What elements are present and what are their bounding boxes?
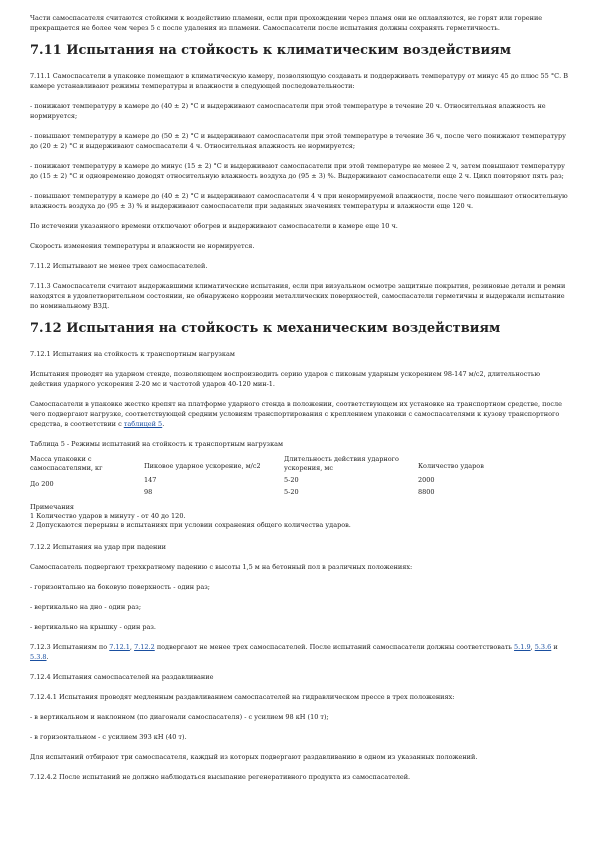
mode-step-3: - понижают температуру в камере до минус (15 ± 2) °С и выдерживают самоспасатели при этой температуре не менее 2 ч, затем повышают температуру до (15 ± 2) °С и одновременно доводят относительную влажность воздуха до (95 ± 3) %. Выдерживают самоспасатели еще 2 ч. Цикл повторяют пять раз; xyxy=(30,162,565,180)
mounting-text: Самоспасатели в упаковке жестко крепят на платформе ударного стенда в положении, соответствующем их установке на транспортном средстве, после чего подвергают нагрузке, соответствующей средним условиям транспортирования с креплением упаковки с самоспасателями к кузову транспортного средства, в соответствии с xyxy=(30,400,563,428)
link-7-12-1[interactable]: 7.12.1 xyxy=(109,643,130,651)
paragraph-7-11-2: 7.11.2 Испытывают не менее трех самоспасателей. xyxy=(30,262,208,270)
drop-position-3: - вертикально на крышку - один раз. xyxy=(30,623,156,631)
paragraph-7-12-4-2: 7.12.4.2 После испытаний не должно наблюдаться высыпание регенеративного продукта из самоспасателей. xyxy=(30,773,411,781)
mode-step-1: - понижают температуру в камере до (40 ± 2) °С и выдерживают самоспасатели при этой температуре в течение 20 ч. Относительная влажность не нормируется; xyxy=(30,102,546,120)
link-5-3-8[interactable]: 5.3.8 xyxy=(30,653,47,661)
shock-test-paragraph: Испытания проводят на ударном стенде, позволяющем воспроизводить серию ударов с пиковым ударным ускорением 98-147 м/с2, длительностью действия ударного ускорения 2-20 мс и частотой ударов 40-120 мин-1. xyxy=(30,370,541,388)
header-mass: Масса упаковки с самоспасателями, кг xyxy=(30,455,103,472)
mode-step-2: - повышают температуру в камере до (50 ± 2) °С и выдерживают самоспасатели при этой температуре в течение 36 ч, после чего понижают температуру до (20 ± 2) °С и выдерживают самоспасатели 4 ч. Относительная влажность не нормируется; xyxy=(30,132,566,150)
paragraph-7-12-4: 7.12.4 Испытания самоспасателей на раздавливание xyxy=(30,673,214,681)
notes-title: Примечания xyxy=(30,503,75,511)
table-row xyxy=(30,473,532,485)
mounting-text-end: . xyxy=(162,420,165,428)
link-5-3-6[interactable]: 5.3.6 xyxy=(534,643,552,651)
note-2: 2 Допускаются перерывы в испытаниях при условии сохранения общего количества ударов. xyxy=(30,521,351,529)
p-7-12-3-middle: подвергают не менее трех самоспасателей. После испытаний самоспасатели должны соответствовать xyxy=(154,643,515,651)
cooling-paragraph: По истечении указанного времени отключают обогрев и выдерживают самоспасатели в камере еще 10 ч. xyxy=(30,222,398,230)
mounting-paragraph xyxy=(30,399,570,429)
rate-paragraph: Скорость изменения температуры и влажности не нормируется. xyxy=(30,242,255,250)
crush-position-2: - в горизонтальном - с усилием 393 кН (40 т). xyxy=(30,733,187,741)
test-modes-table xyxy=(30,455,532,497)
separator-text: и xyxy=(551,643,558,651)
paragraph-7-12-2: 7.12.2 Испытания на удар при падении xyxy=(30,543,167,551)
cell-count: 8800 xyxy=(418,488,435,496)
link-5-1-9[interactable]: 5.1.9 xyxy=(514,643,531,651)
crush-sample-paragraph: Для испытаний отбирают три самоспасателя, каждый из которых подвергают раздавливанию в одном из указанных положений. xyxy=(30,753,478,761)
cell-mass: До 200 xyxy=(30,480,54,488)
paragraph-7-11-3: 7.11.3 Самоспасатели считают выдержавшими климатические испытания, если при визуальном осмотре защитные покрытия, резиновые детали и ремни находятся в удовлетворительном состоянии, не обнаружено коррозии металлических поверхностей, самоспасатели герметичны и выдержали испытание по номинальному ВЗД. xyxy=(30,282,566,310)
cell-acceleration: 98 xyxy=(144,488,153,496)
cell-duration: 5-20 xyxy=(284,488,299,496)
header-acceleration: Пиковое ударное ускорение, м/с2 xyxy=(144,462,261,470)
p-7-12-3-prefix: 7.12.3 Испытаниям по xyxy=(30,643,110,651)
cell-acceleration: 147 xyxy=(144,476,157,484)
cell-count: 2000 xyxy=(418,476,435,484)
table-5-link[interactable]: таблицей 5 xyxy=(123,420,163,428)
paragraph-7-12-1: 7.12.1 Испытания на стойкость к транспортным нагрузкам xyxy=(30,350,235,358)
drop-position-2: - вертикально на дно - один раз; xyxy=(30,603,142,611)
separator-text: , xyxy=(530,643,535,651)
intro-paragraph: Части самоспасателя считаются стойкими к воздействию пламени, если при прохождении через пламя они не оплавляются, не горят или горение прекращается не более чем через 5 с после удаления из пламени. Самоспасатели после испытания должны сохранять герметичность. xyxy=(30,14,543,32)
note-1: 1 Количество ударов в минуту - от 40 до 120. xyxy=(30,512,186,520)
drop-test-paragraph: Самоспасатель подвергают трехкратному падению с высоты 1,5 м на бетонный пол в различных положениях: xyxy=(30,563,413,571)
mode-step-4: - повышают температуру в камере до (40 ± 2) °С и выдерживают самоспасатели 4 ч при ненормируемой влажности, после чего повышают относительную влажность воздуха до (95 ± 3) % и выдерживают самоспасатели при заданных значениях температуры и влажности еще 120 ч. xyxy=(30,192,568,210)
cell-duration: 5-20 xyxy=(284,476,299,484)
document-page xyxy=(30,13,570,790)
p-7-12-3-end: . xyxy=(46,653,49,661)
crush-position-1: - в вертикальном и наклонном (по диагонали самоспасателя) - с усилием 98 кН (10 т); xyxy=(30,713,329,721)
section-7-11-heading: 7.11 Испытания на стойкость к климатическим воздействиям xyxy=(30,43,512,58)
paragraph-7-12-3 xyxy=(30,642,570,662)
table-notes xyxy=(30,503,570,530)
section-7-12-heading: 7.12 Испытания на стойкость к механическим воздействиям xyxy=(30,321,501,336)
table-caption: Таблица 5 - Режимы испытаний на стойкость к транспортным нагрузкам xyxy=(30,440,284,448)
table-header-row xyxy=(30,455,532,473)
header-count: Количество ударов xyxy=(418,462,484,470)
link-7-12-2[interactable]: 7.12.2 xyxy=(134,643,155,651)
separator-text: , xyxy=(129,643,135,651)
drop-position-1: - горизонтально на боковую поверхность - один раз; xyxy=(30,583,210,591)
paragraph-7-11-1: 7.11.1 Самоспасатели в упаковке помещают в климатическую камеру, позволяющую создавать и поддерживать температуру от минус 45 до плюс 55 °С. В камере устанавливают режимы температуры и влажности в следующей последовательности: xyxy=(30,72,568,90)
header-duration: Длительность действия ударного ускорения, мс xyxy=(284,455,399,472)
paragraph-7-12-4-1: 7.12.4.1 Испытания проводят медленным раздавливанием самоспасателей на гидравлическом прессе в трех положениях: xyxy=(30,693,455,701)
